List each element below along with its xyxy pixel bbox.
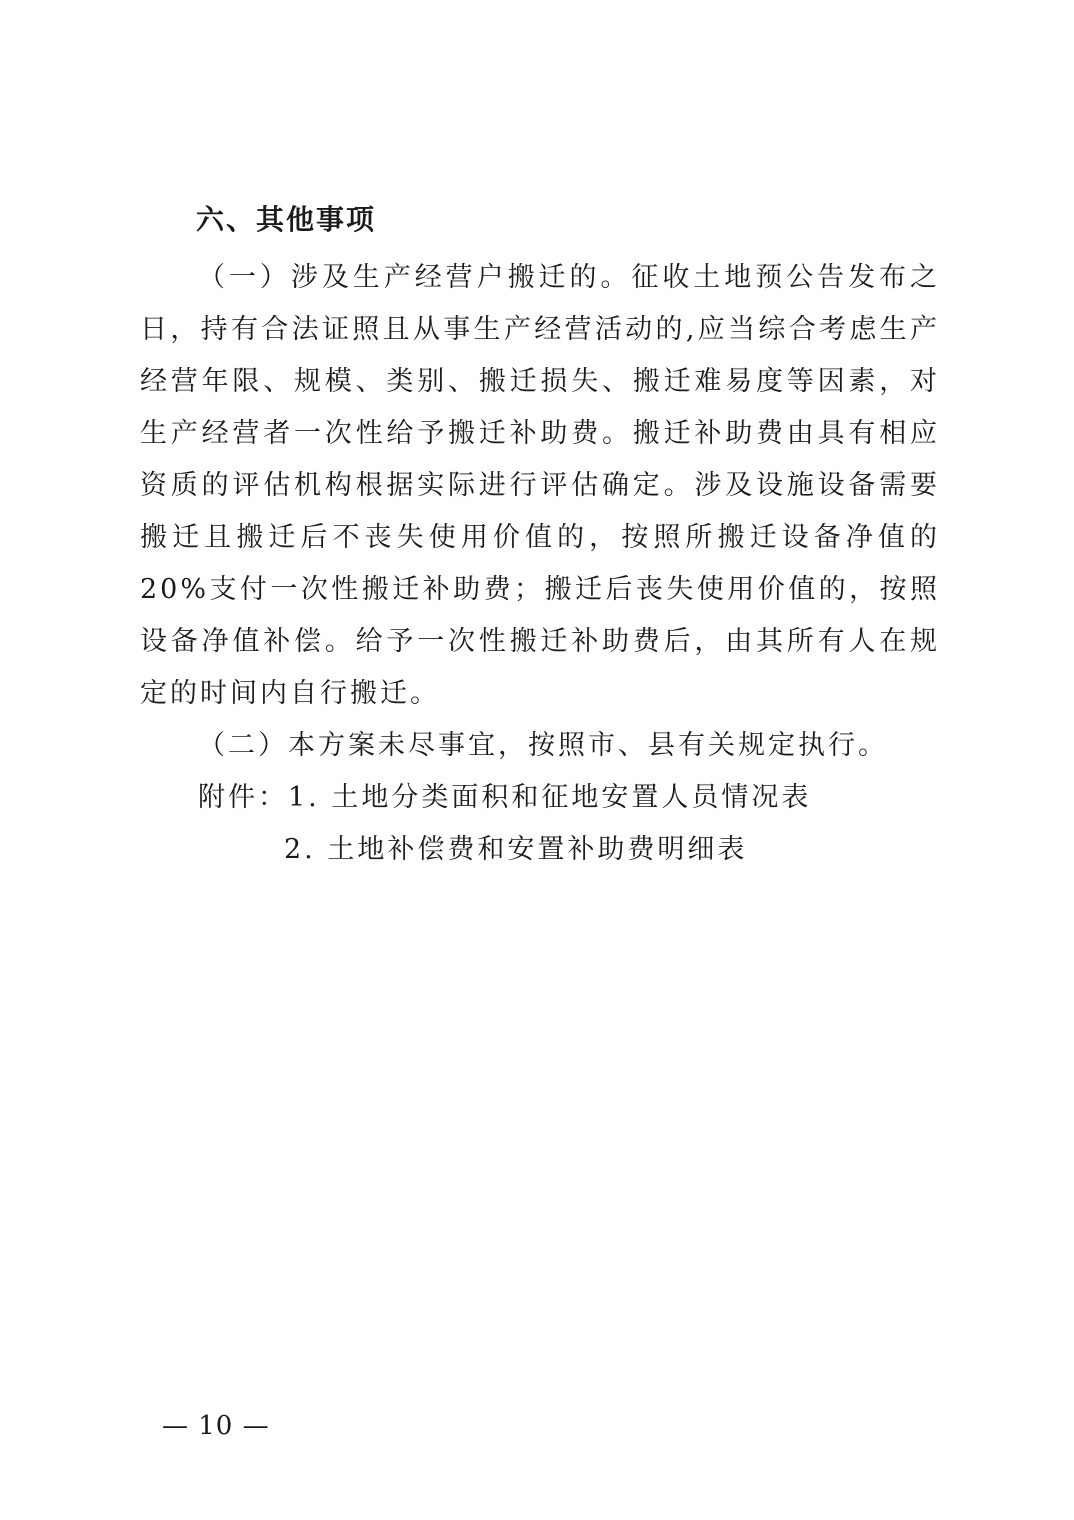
page-number: — 10 — — [162, 1411, 270, 1441]
paragraph-other-matters: （二）本方案未尽事宜，按照市、县有关规定执行。 — [198, 730, 888, 761]
attachment-item-2: 2. 土地补偿费和安置补助费明细表 — [284, 834, 748, 865]
attachment-row-1 — [140, 772, 940, 824]
attachment-row-2 — [140, 824, 940, 876]
attachment-item-1: 1. 土地分类面积和征地安置人员情况表 — [288, 782, 812, 813]
paragraph-relocation: （一）涉及生产经营户搬迁的。征收土地预公告发布之日，持有合法证照且从事生产经营活动的,应当综合考虑生产经营年限、规模、类别、搬迁损失、搬迁难易度等因素，对生产经营者一次性给予搬迁补助费。搬迁补助费由具有相应资质的评估机构根据实际进行评估确定。涉及设施设备需要搬迁且搬迁后不丧失使用价值的，按照所搬迁设备净值的 20%支付一次性搬迁补助费；搬迁后丧失使用价值的，按照设备净值补偿。给予一次性搬迁补助费后，由其所有人在规定的时间内自行搬迁。 — [140, 262, 940, 709]
section-heading: 六、其他事项 — [196, 203, 377, 236]
section-body — [140, 252, 940, 876]
attachment-label: 附件： — [198, 782, 288, 813]
